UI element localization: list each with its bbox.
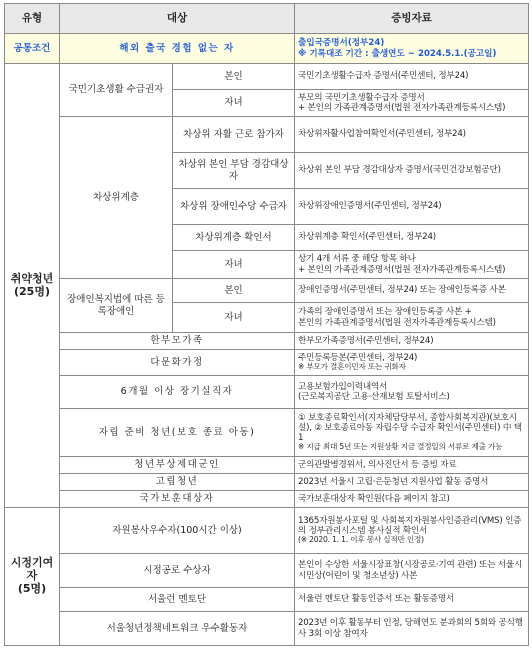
- header-target: 대상: [60, 4, 295, 34]
- basic-self-evidence: 국민기초생활수급자 증명서(주민센터, 정부24): [295, 64, 529, 90]
- row-single-parent: [5, 333, 529, 350]
- row-network: [5, 612, 529, 646]
- mentor: 서울런 멘토단: [60, 588, 295, 612]
- row-np-self-support: [5, 117, 529, 153]
- multicultural-evidence-2: ※ 부모가 결혼이민자 또는 귀화자: [298, 362, 406, 372]
- dis-child-evidence-1: 가족의 장애인증명서 또는 장애인등록증 사본 +: [298, 307, 472, 318]
- group-vulnerable-label: 취약청년: [10, 271, 54, 285]
- volunteer-evidence: [295, 508, 529, 554]
- network-evidence: 2023년 이후 활동부터 인정, 당해연도 분과회의 5회와 공식행사 3회 이상 참여자: [295, 612, 529, 646]
- row-veteran-youth: [5, 457, 529, 474]
- np-child-evidence: [295, 251, 529, 279]
- dis-child-label: 자녀: [173, 303, 295, 333]
- unemployed-evidence-2: (근로복지공단 고용·산재보험 토탈서비스): [298, 392, 450, 402]
- veteran-youth-evidence: 군의관발병경위서, 의사진단서 등 증빙 자료: [295, 457, 529, 474]
- row-basic-self: [5, 64, 529, 90]
- single-parent-evidence: 한부모가족증명서(주민센터, 정부24): [295, 333, 529, 350]
- row-merit: [5, 491, 529, 508]
- common-evidence-line2: ※ 기록대조 기간 : 출생연도 ~ 2024.5.1.(공고일): [298, 48, 497, 59]
- volunteer-evidence-1: 1365자원봉사포털 및 사회복지자원봉사인증관리(VMS) 인증의 정부관리시스템 봉사실적 확인서: [298, 515, 522, 537]
- common-evidence-line1: 출입국증명서(정부24): [298, 38, 385, 49]
- row-independence: [5, 409, 529, 457]
- group-vulnerable: [5, 64, 60, 508]
- np-burden: 차상위 본인 부담 경감대상자: [173, 153, 295, 189]
- group-contributors: [5, 508, 60, 646]
- np-burden-evidence: 차상위 본인 부담 경감대상자 증명서(국민건강보험공단): [295, 153, 529, 189]
- group-contributors-label: 시정기여자: [10, 556, 54, 583]
- np-child-evidence-2: + 본인의 가족관계증명서(법원 전자가족관계등록시스템): [298, 264, 506, 275]
- np-confirm-evidence: 차상위계층 확인서(주민센터, 정부24): [295, 225, 529, 251]
- row-mentor: [5, 588, 529, 612]
- veteran-youth: 청년부상제대군인: [60, 457, 295, 474]
- award: 시정공로 수상자: [60, 554, 295, 588]
- award-evidence: 본인이 수상한 서울시장표창(시장공로·기여 관련) 또는 서울시 시민상(어린이 및 청소년상) 사본: [295, 554, 529, 588]
- row-isolated: [5, 474, 529, 491]
- row-multicultural: [5, 350, 529, 376]
- merit-evidence: 국가보훈대상자 확인원(다음 페이지 참고): [295, 491, 529, 508]
- near-poor: 차상위계층: [60, 117, 173, 279]
- header-row: [5, 4, 529, 34]
- np-confirm: 차상위계층 확인서: [173, 225, 295, 251]
- common-target: 해외 출국 경험 없는 자: [60, 34, 295, 64]
- common-row: [5, 34, 529, 64]
- np-disability: 차상위 장애인수당 수급자: [173, 189, 295, 225]
- np-self-support: 차상위 자활 근로 참가자: [173, 117, 295, 153]
- basic-livelihood: 국민기초생활 수급권자: [60, 64, 173, 117]
- row-award: [5, 554, 529, 588]
- single-parent: 한부모가족: [60, 333, 295, 350]
- row-unemployed: [5, 376, 529, 409]
- mentor-evidence: 서울런 멘토단 활동인증서 또는 활동증명서: [295, 588, 529, 612]
- unemployed-evidence-1: 고용보험가입이력내역서: [298, 381, 388, 392]
- independence-evidence-1: ① 보호종료확인서(지자체담당부서, 종합사회복지관)(보호시설), ② 보호종료아동 자립수당 수급자 확인서(주민센터) 中 택 1: [298, 412, 522, 444]
- basic-self-label: 본인: [173, 64, 295, 90]
- basic-child-evidence-1: 부모의 국민기초생활수급자 증명서: [298, 92, 425, 103]
- np-disability-evidence: 차상위장애인증명서(주민센터, 정부24): [295, 189, 529, 225]
- dis-child-evidence: [295, 303, 529, 333]
- multicultural-evidence: [295, 350, 529, 376]
- np-child-evidence-1: 상기 4개 서류 중 해당 항목 하나: [298, 254, 416, 265]
- independence-evidence-2: ※ 지급 최대 5년 또는 지원상황 지금 결정일의 서류로 제출 가능: [298, 442, 503, 452]
- basic-child-label: 자녀: [173, 90, 295, 117]
- row-volunteer: [5, 508, 529, 554]
- isolated: 고립청년: [60, 474, 295, 491]
- merit: 국가보훈대상자: [60, 491, 295, 508]
- basic-child-evidence: [295, 90, 529, 117]
- isolated-evidence: 2023년 서울시 고립·은둔청년 지원사업 활동 증명서: [295, 474, 529, 491]
- dis-child-evidence-2: 본인의 가족관계증명서(법원 전자가족관계등록시스템): [298, 317, 496, 328]
- dis-self-evidence: 장애인증명서(주민센터, 정부24) 또는 장애인등록증 사본: [295, 279, 529, 303]
- independence-evidence: [295, 409, 529, 457]
- np-self-support-evidence: 차상위자활사업참여확인서(주민센터, 정부24): [295, 117, 529, 153]
- volunteer: 자원봉사우수자(100시간 이상): [60, 508, 295, 554]
- volunteer-evidence-2: (※ 2020. 1. 1. 이후 봉사 실적만 인정): [298, 535, 424, 545]
- common-type: 공통조건: [5, 34, 60, 64]
- dis-self-label: 본인: [173, 279, 295, 303]
- row-dis-self: [5, 279, 529, 303]
- unemployed: 6개월 이상 장기실직자: [60, 376, 295, 409]
- independence: 자립 준비 청년(보호 종료 아동): [60, 409, 295, 457]
- basic-child-evidence-2: + 본인의 가족관계증명서(법원 전자가족관계등록시스템): [298, 103, 506, 113]
- common-evidence: [295, 34, 529, 64]
- multicultural: 다문화가정: [60, 350, 295, 376]
- unemployed-evidence: [295, 376, 529, 409]
- eligibility-table: [4, 3, 529, 646]
- network: 서울청년정책네트워크 우수활동자: [60, 612, 295, 646]
- group-vulnerable-count: (25명): [14, 284, 50, 298]
- group-contributors-count: (5명): [17, 581, 47, 595]
- header-evidence: 증빙자료: [295, 4, 529, 34]
- header-type: 유형: [5, 4, 60, 34]
- disabled: 장애인복지법에 따른 등록장애인: [60, 279, 173, 333]
- np-child-label: 자녀: [173, 251, 295, 279]
- multicultural-evidence-1: 주민등록등본(주민센터, 정부24): [298, 352, 418, 363]
